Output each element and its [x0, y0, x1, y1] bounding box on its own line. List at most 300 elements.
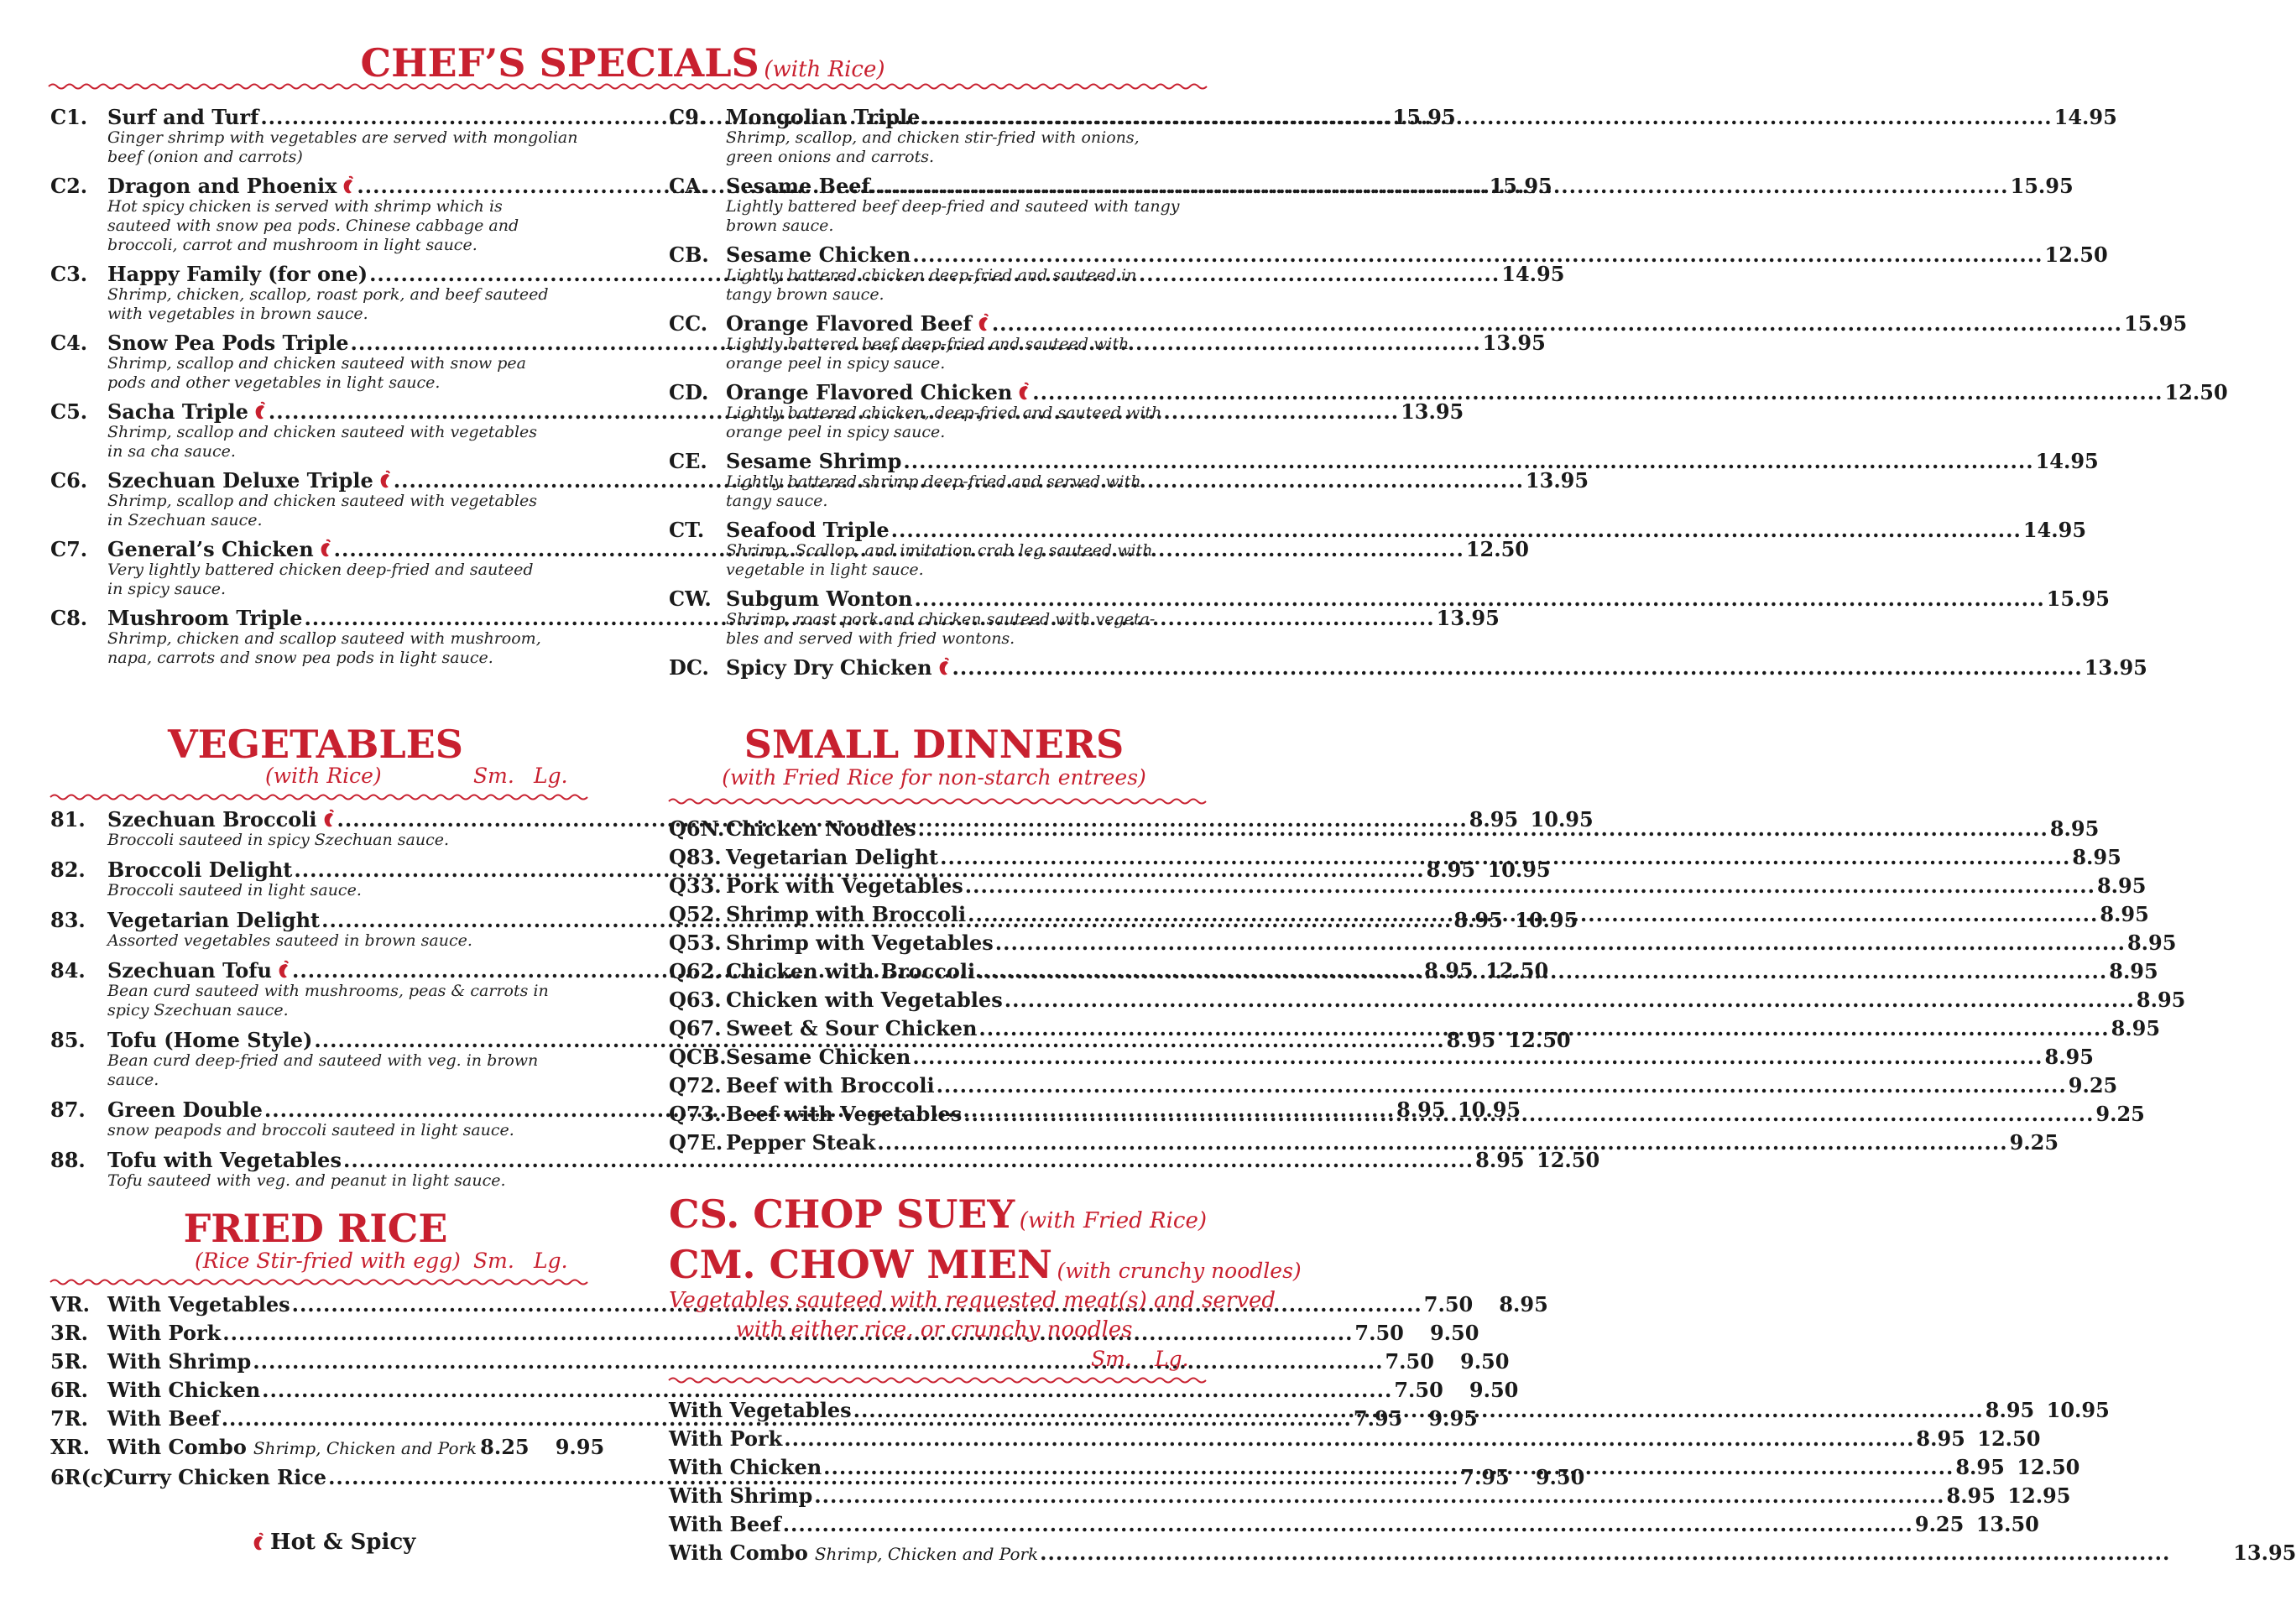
item-name: Tofu with Vegetables	[107, 1148, 342, 1172]
item-name: Szechuan Tofu	[107, 958, 272, 983]
item-description: in sa cha sauce.	[107, 442, 236, 461]
price: 15.95	[2010, 174, 2074, 198]
item-description: napa, carrots and snow pea pods in light sauce.	[107, 649, 493, 667]
menu-item-row	[669, 1073, 2118, 1097]
menu-item	[669, 1541, 2296, 1566]
price: 15.95	[2046, 587, 2110, 611]
dot-leader	[912, 1045, 2043, 1068]
item-description: orange peel in spicy sauce.	[726, 423, 946, 441]
item-note: Shrimp, Chicken and Pork	[814, 1544, 1039, 1564]
item-description: Shrimp, chicken and scallop sauteed with mushroom,	[107, 629, 541, 648]
item-name: With Chicken	[669, 1455, 822, 1479]
menu-item-row	[669, 1512, 2039, 1536]
item-name: Subgum Wonton	[726, 587, 913, 611]
chili-pepper-icon	[378, 471, 392, 489]
price: 12.50	[2164, 380, 2228, 404]
wave-divider	[49, 81, 1200, 92]
price-small: 8.95	[1475, 1148, 1525, 1172]
item-code: DC.	[669, 655, 709, 680]
menu-item-row	[669, 1045, 2094, 1069]
menu-item	[50, 1435, 605, 1460]
item-name: With Shrimp	[107, 1349, 252, 1374]
item-description: pods and other vegetables in light sauce.	[107, 373, 441, 392]
item-name: With Pork	[107, 1321, 222, 1345]
price-large: 8.95	[1499, 1292, 1548, 1316]
dot-leader	[915, 587, 2045, 610]
menu-item	[669, 845, 2121, 869]
chili-pepper-icon	[277, 961, 290, 979]
fried-rice-sm-label: Sm.	[473, 1249, 514, 1273]
chop-suey-title	[669, 1191, 1208, 1237]
price: 13.95	[1482, 331, 1546, 355]
chop-suey-subtitle: (with Fried Rice)	[1019, 1208, 1208, 1233]
item-name: Orange Flavored Chicken	[726, 380, 1013, 404]
price-large: 12.50	[1537, 1148, 1600, 1172]
price-large: 12.50	[1507, 1028, 1571, 1052]
menu-item	[669, 1130, 2059, 1155]
item-name: With Combo	[107, 1435, 247, 1459]
item-name: Szechuan Deluxe Triple	[107, 468, 373, 493]
price: 8.95	[2072, 845, 2121, 869]
item-description: Bean curd deep-fried and sauteed with veg. in brown	[107, 1051, 539, 1070]
item-code: CD.	[669, 380, 709, 404]
item-name: Curry Chicken Rice	[107, 1465, 327, 1489]
price-small: 8.95	[1446, 1028, 1496, 1052]
menu-item-row	[669, 174, 2074, 198]
item-description: broccoli, carrot and mushroom in light sauce.	[107, 236, 477, 254]
price-large: 12.95	[2007, 1483, 2071, 1508]
menu-item-row	[669, 1541, 2296, 1566]
price: 15.95	[1489, 174, 1552, 198]
item-description: Very lightly battered chicken deep-fried and sauteed	[107, 560, 534, 579]
item-code: CA.	[669, 174, 708, 198]
menu-item	[669, 1073, 2118, 1097]
item-description: Shrimp, roast pork and chicken sauteed with vegeta-	[726, 610, 1156, 628]
item-description: snow peapods and broccoli sauteed in light sauce.	[107, 1121, 514, 1139]
chefs-specials-heading: CHEF’S SPECIALS	[360, 40, 759, 86]
menu-item-row	[669, 931, 2177, 955]
menu-item	[669, 1512, 2039, 1536]
menu-item-row	[669, 655, 2147, 680]
item-description: spicy Szechuan sauce.	[107, 1001, 289, 1019]
chili-pepper-icon	[319, 540, 332, 558]
item-code: 83.	[50, 908, 86, 932]
item-name: Dragon and Phoenix	[107, 174, 337, 198]
item-code: C6.	[50, 468, 88, 493]
price-small: 8.95	[1916, 1426, 1965, 1451]
menu-item-row	[50, 858, 1551, 882]
menu-item	[669, 873, 2147, 898]
price: 8.95	[2109, 959, 2158, 983]
price-small: 7.50	[1423, 1292, 1474, 1316]
menu-item-row	[50, 1148, 1600, 1172]
item-description: Hot spicy chicken is served with shrimp which is	[107, 197, 503, 216]
dot-leader	[977, 960, 2107, 983]
item-code: C7.	[50, 537, 88, 561]
dot-leader	[912, 243, 2043, 266]
item-code: C9.	[669, 105, 707, 129]
item-description: Shrimp, scallop, and chicken stir-fried with onions,	[726, 128, 1140, 147]
price-large: 13.95	[2233, 1541, 2296, 1565]
dot-leader	[903, 450, 2033, 472]
fried-rice-subtitle: (Rice Stir-fried with egg)	[195, 1249, 461, 1273]
item-code: Q72.	[669, 1073, 722, 1097]
item-description: brown sauce.	[726, 216, 834, 235]
menu-item-row	[669, 845, 2121, 869]
chow-mien-title	[669, 1242, 1302, 1287]
chop-suey-description-2: with either rice, or crunchy noodles	[735, 1317, 1133, 1342]
item-description: Shrimp, scallop and chicken sauteed with snow pea	[107, 354, 526, 373]
menu-item-row	[669, 242, 2108, 267]
item-code: Q33.	[669, 873, 722, 898]
menu-item-row	[669, 380, 2228, 404]
item-description: Lightly battered beef deep-fried and sauteed with	[726, 335, 1130, 353]
price: 14.95	[2035, 449, 2099, 473]
menu-item	[669, 655, 2147, 680]
item-description: Bean curd sauteed with mushrooms, peas & carrots in	[107, 982, 549, 1000]
item-name: Green Double	[107, 1097, 263, 1122]
price-large: 10.95	[2046, 1398, 2110, 1422]
item-code: VR.	[50, 1292, 90, 1316]
price-small: 8.95	[1946, 1483, 1996, 1508]
item-name: Seafood Triple	[726, 518, 890, 542]
menu-item-row	[669, 518, 2087, 542]
price: 14.95	[2053, 105, 2117, 129]
price: 13.95	[2084, 655, 2147, 680]
price-small: 9.25	[1914, 1512, 1965, 1536]
item-code: 81.	[50, 807, 86, 832]
item-name: Happy Family (for one)	[107, 262, 368, 286]
item-name: With Chicken	[107, 1378, 261, 1402]
item-code: CE.	[669, 449, 707, 473]
item-code: 87.	[50, 1097, 86, 1122]
item-code: Q73.	[669, 1102, 722, 1126]
item-description: Shrimp, Scallop, and imitation crab leg sauteed with	[726, 541, 1153, 560]
item-name: With Beef	[107, 1406, 220, 1431]
item-code: Q7E.	[669, 1130, 723, 1155]
chop-suey-heading: CS. CHOP SUEY	[669, 1191, 1015, 1237]
item-code: Q67.	[669, 1016, 722, 1040]
price: 15.95	[1392, 105, 1456, 129]
price-small: 8.95	[1396, 1097, 1446, 1122]
item-description: with vegetables in brown sauce.	[107, 305, 368, 323]
item-code: C5.	[50, 399, 88, 424]
item-name: Spicy Dry Chicken	[726, 655, 932, 680]
item-name: Mongolian Triple	[726, 105, 921, 129]
price-large: 12.50	[1977, 1426, 2041, 1451]
item-code: CW.	[669, 587, 712, 611]
chili-pepper-icon	[253, 402, 267, 420]
price: 8.95	[2111, 1016, 2161, 1040]
item-name: With Pork	[669, 1426, 783, 1451]
price: 8.95	[2044, 1045, 2094, 1069]
item-name: Beef with Broccoli	[726, 1073, 935, 1097]
hot-spicy-legend	[252, 1530, 415, 1555]
price-large: 10.95	[1530, 807, 1594, 832]
item-description: Assorted vegetables sauteed in brown sauce.	[107, 931, 472, 950]
item-description: beef (onion and carrots)	[107, 148, 303, 166]
item-code: Q52.	[669, 902, 722, 926]
price-small: 8.95	[1469, 807, 1519, 832]
item-name: Tofu (Home Style)	[107, 1028, 313, 1052]
price: 12.50	[2044, 242, 2108, 267]
wave-divider	[669, 795, 1199, 807]
dot-leader	[978, 1017, 2109, 1040]
item-description: in spicy sauce.	[107, 580, 226, 598]
item-description: Broccoli sauteed in light sauce.	[107, 881, 362, 899]
item-note: Shrimp, Chicken and Pork	[253, 1438, 477, 1458]
price-large: 9.95	[555, 1435, 605, 1459]
item-code: 5R.	[50, 1349, 88, 1374]
item-code: 85.	[50, 1028, 86, 1052]
menu-item-row	[669, 587, 2110, 611]
menu-item	[669, 931, 2177, 955]
item-name: Sweet & Sour Chicken	[726, 1016, 978, 1040]
price-large: 9.50	[1429, 1321, 1479, 1345]
item-name: Sacha Triple	[107, 399, 248, 424]
price-small: 8.95	[1985, 1398, 2035, 1422]
item-name: Surf and Turf	[107, 105, 259, 129]
item-description: sauteed with snow pea pods. Chinese cabbage and	[107, 216, 519, 235]
item-code: 3R.	[50, 1321, 88, 1345]
chefs-specials-subtitle: (with Rice)	[764, 57, 885, 82]
item-description: Lightly battered chicken, deep-fried and sauteed with	[726, 404, 1162, 422]
chop-suey-lg-label: Lg.	[1155, 1347, 1189, 1371]
dot-leader	[968, 903, 2098, 925]
menu-item-row	[669, 1130, 2059, 1155]
price-small: 7.50	[1394, 1378, 1443, 1402]
item-code: CT.	[669, 518, 705, 542]
price: 8.95	[2049, 816, 2100, 841]
item-name: With Combo	[669, 1541, 808, 1565]
item-description: sauce.	[107, 1071, 159, 1089]
chop-suey-sm-label: Sm.	[1091, 1347, 1132, 1371]
item-name: Pepper Steak	[726, 1130, 876, 1155]
item-name: With Beef	[669, 1512, 781, 1536]
price-large: 10.95	[1487, 858, 1551, 882]
menu-item	[669, 174, 2074, 236]
dot-leader	[940, 846, 2070, 868]
menu-item-row	[669, 449, 2099, 473]
item-code: CC.	[669, 311, 708, 336]
item-code: C3.	[50, 262, 88, 286]
dot-leader	[995, 931, 2126, 954]
price: 8.95	[2096, 873, 2147, 898]
dot-leader	[952, 656, 2083, 679]
item-code: 7R.	[50, 1406, 88, 1431]
price: 8.95	[2126, 931, 2177, 955]
menu-item	[50, 1148, 1600, 1191]
chili-pepper-icon	[977, 314, 990, 332]
price-large: 10.95	[1515, 908, 1578, 932]
price: 9.25	[2009, 1130, 2059, 1155]
chow-mien-subtitle: (with crunchy noodles)	[1057, 1259, 1302, 1283]
price-large: 9.50	[1535, 1465, 1585, 1489]
item-code: XR.	[50, 1435, 90, 1459]
price: 14.95	[2022, 518, 2087, 542]
price: 9.25	[2068, 1073, 2118, 1097]
hot-spicy-label: Hot & Spicy	[270, 1530, 416, 1555]
item-name: Shrimp with Vegetables	[726, 931, 994, 955]
item-code: QCB.	[669, 1045, 727, 1069]
item-name: Sesame Shrimp	[726, 449, 902, 473]
price-small: 8.95	[1424, 958, 1474, 983]
item-name: Chicken with Vegetables	[726, 988, 1003, 1012]
price-large: 12.50	[1485, 958, 1549, 983]
menu-item-row	[50, 1435, 605, 1460]
item-description: Shrimp, scallop and chicken sauteed with vegetables	[107, 492, 538, 510]
item-code: 6R.	[50, 1378, 88, 1402]
item-code: Q53.	[669, 931, 722, 955]
chefs-specials-title	[0, 40, 1245, 86]
item-code: 88.	[50, 1148, 86, 1172]
price-small: 8.95	[1426, 858, 1476, 882]
item-name: With Vegetables	[107, 1292, 290, 1316]
dot-leader	[921, 106, 2052, 128]
item-description: bles and served with fried wontons.	[726, 629, 1015, 648]
item-description: green onions and carrots.	[726, 148, 934, 166]
menu-item	[669, 1483, 2071, 1508]
small-dinners-subtitle: (with Fried Rice for non-starch entrees)	[722, 765, 1146, 790]
dot-leader	[853, 1399, 1984, 1421]
price-large: 13.50	[1975, 1512, 2039, 1536]
wave-divider	[669, 1374, 1199, 1386]
price: 8.95	[2100, 902, 2149, 926]
price-small: 7.95	[1460, 1465, 1510, 1489]
item-name: Sesame Chicken	[726, 1045, 911, 1069]
dot-leader	[878, 175, 2008, 197]
item-name: Orange Flavored Beef	[726, 311, 972, 336]
price-small: 7.95	[1353, 1406, 1403, 1431]
item-description: Tofu sauteed with veg. and peanut in light sauce.	[107, 1171, 506, 1190]
vegetables-title: VEGETABLES	[167, 722, 463, 767]
menu-item-row	[669, 873, 2147, 898]
item-description: in Szechuan sauce.	[107, 511, 263, 529]
price: 14.95	[1501, 262, 1565, 286]
item-code: C1.	[50, 105, 88, 129]
item-name: Vegetarian Delight	[726, 845, 939, 869]
price-small: 7.50	[1385, 1349, 1434, 1374]
price: 12.50	[1465, 537, 1529, 561]
vegetables-lg-label: Lg.	[534, 764, 568, 788]
menu-item-row	[669, 988, 2186, 1012]
dot-leader	[877, 1131, 2007, 1154]
menu-item	[669, 988, 2186, 1012]
dot-leader	[1004, 988, 2135, 1011]
chili-pepper-icon	[342, 176, 355, 195]
item-name: Sesame Beef.	[726, 174, 877, 198]
small-dinners-title: SMALL DINNERS	[744, 722, 1125, 767]
item-code: Q83.	[669, 845, 722, 869]
fried-rice-title: FRIED RICE	[183, 1206, 448, 1251]
item-name: General’s Chicken	[107, 537, 314, 561]
item-name: With Vegetables	[669, 1398, 852, 1422]
item-description: tangy sauce.	[726, 492, 828, 510]
dot-leader	[963, 1103, 2094, 1125]
dot-leader	[992, 312, 2122, 335]
menu-item-row	[50, 1378, 1519, 1402]
dot-leader	[253, 1350, 1383, 1373]
menu-item-row	[669, 1426, 2041, 1451]
dot-leader	[965, 874, 2095, 897]
item-name: Snow Pea Pods Triple	[107, 331, 349, 355]
item-name: Sesame Chicken	[726, 242, 911, 267]
menu-item	[669, 1045, 2094, 1069]
item-code: C2.	[50, 174, 88, 198]
item-name: Beef with Vegetables	[726, 1102, 963, 1126]
chop-suey-description-1: Vegetables sauteed with requested meat(s) and served	[669, 1288, 1276, 1313]
item-name: Chicken with Broccoli	[726, 959, 976, 983]
item-description: tangy brown sauce.	[726, 285, 884, 304]
item-code: 82.	[50, 858, 86, 882]
vegetables-sm-label: Sm.	[473, 764, 514, 788]
dot-leader	[1040, 1541, 2170, 1564]
price-small: 8.95	[1955, 1455, 2005, 1479]
item-code: Q63.	[669, 988, 722, 1012]
item-code: 84.	[50, 958, 86, 983]
dot-leader	[891, 519, 2022, 541]
item-description: orange peel in spicy sauce.	[726, 354, 946, 373]
price-small: 7.50	[1354, 1321, 1404, 1345]
menu-item-row	[669, 311, 2188, 336]
dot-leader	[937, 1074, 2067, 1097]
fried-rice-lg-label: Lg.	[534, 1249, 568, 1273]
dot-leader	[918, 817, 2048, 840]
price: 9.25	[2095, 1102, 2145, 1126]
dot-leader	[783, 1513, 1913, 1535]
dot-leader	[814, 1484, 1944, 1507]
dot-leader	[1032, 381, 2163, 404]
item-code: CB.	[669, 242, 709, 267]
item-description: Shrimp, chicken, scallop, roast pork, and beef sauteed	[107, 285, 549, 304]
price: 15.95	[2124, 311, 2188, 336]
item-name: With Shrimp	[669, 1483, 813, 1508]
chili-pepper-icon	[1017, 383, 1031, 401]
item-name: Shrimp with Broccoli	[726, 902, 967, 926]
item-description: vegetable in light sauce.	[726, 560, 924, 579]
item-code: Q6N.	[669, 816, 725, 841]
menu-item-row	[669, 1483, 2071, 1508]
price-large: 10.95	[1457, 1097, 1521, 1122]
item-name: Mushroom Triple	[107, 606, 303, 630]
chow-mien-heading: CM. CHOW MIEN	[669, 1242, 1052, 1287]
chili-pepper-icon	[937, 658, 951, 676]
item-code: C8.	[50, 606, 88, 630]
item-description: Lightly battered shrimp deep-fried and served with	[726, 472, 1141, 491]
price-large: 9.95	[1428, 1406, 1478, 1431]
item-description: Shrimp, scallop and chicken sauteed with vegetables	[107, 423, 538, 441]
price: 13.95	[1436, 606, 1500, 630]
vegetables-subtitle: (with Rice)	[265, 764, 382, 788]
chili-pepper-icon	[252, 1533, 265, 1551]
price: 13.95	[1401, 399, 1464, 424]
price-small: 8.25	[480, 1435, 530, 1459]
dot-leader	[823, 1456, 1954, 1478]
dot-leader	[784, 1427, 1914, 1450]
chili-pepper-icon	[322, 810, 336, 828]
item-name: Szechuan Broccoli	[107, 807, 317, 832]
item-name: Chicken Noodles	[726, 816, 916, 841]
item-code: 6R(c)	[50, 1465, 112, 1489]
chefs-specials-right-column	[669, 105, 2228, 686]
item-description: Broccoli sauteed in spicy Szechuan sauce.	[107, 831, 450, 849]
item-name: Pork with Vegetables	[726, 873, 963, 898]
wave-divider	[50, 791, 581, 803]
item-description: Lightly battered chicken deep-fried and sauteed in	[726, 266, 1137, 284]
price: 8.95	[2136, 988, 2186, 1012]
item-description: Lightly battered beef deep-fried and sauteed with tangy	[726, 197, 1180, 216]
price: 13.95	[1525, 468, 1589, 493]
